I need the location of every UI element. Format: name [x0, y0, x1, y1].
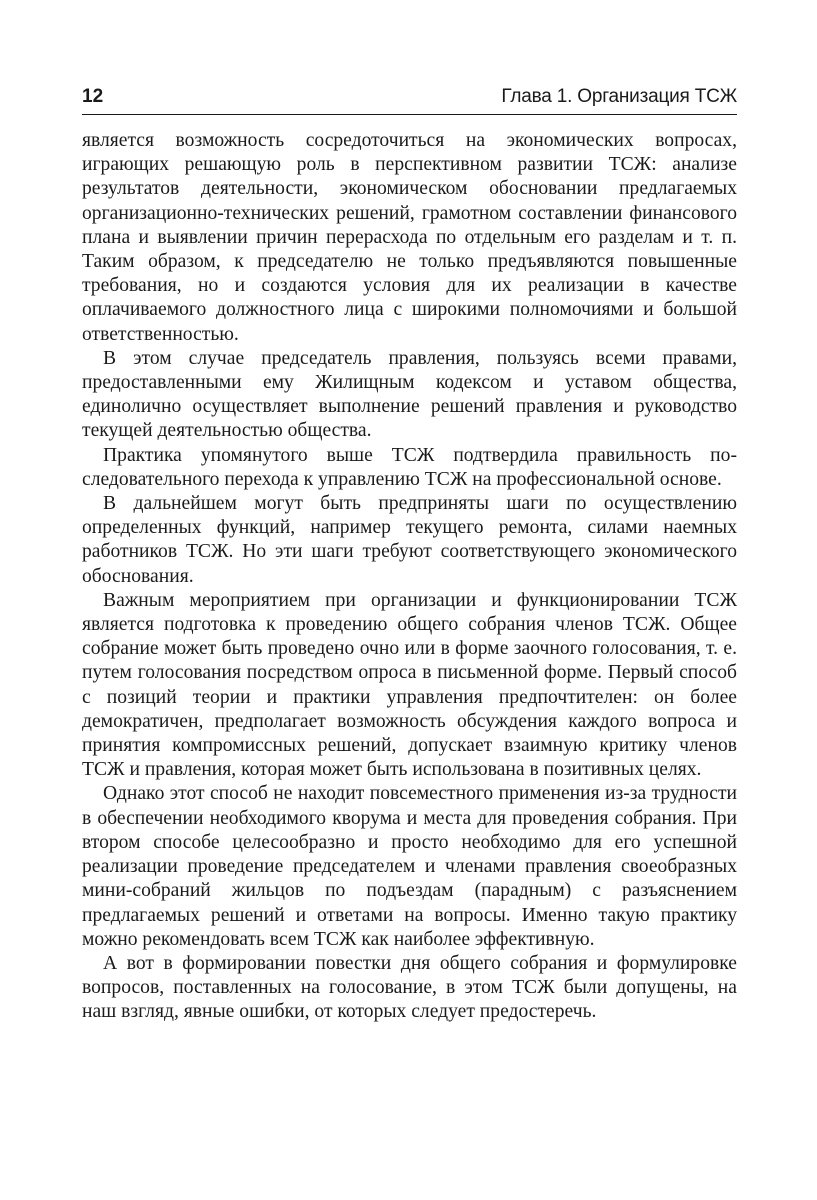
running-header: [82, 84, 737, 115]
page-number: 12: [82, 86, 104, 107]
book-page: [82, 84, 737, 1025]
paragraph-continued: является возможность сосредоточиться на экономических вопросах, играющих решающую роль в перспективном развитии ТСЖ: анализе результатов деятельности, экономическом обосновании предлагаемых организационно-технических решений, грамотном составлении финансового плана и выявлении причин перерасхода по отдельным его разделам и т. п. Таким образом, к председателю не только предъявляются повышенные требования, но и создаются условия для их реализации в качестве оплачиваемого должностного лица с широкими полномочиями и большой ответственностью.: [82, 130, 737, 345]
paragraph: В этом случае председатель правления, пользуясь всеми правами, предоставленными ему Жилищным кодексом и уставом общества, единолично осуществляет выполнение решений правления и руководство текущей деятельностью общества.: [82, 347, 737, 442]
paragraph: Важным мероприятием при организации и функционировании ТСЖ является подготовка к проведению общего собрания членов ТСЖ. Общее собрание может быть проведено очно или в форме заочного голосования, т. е. путем голосования посредством опроса в письменной форме. Первый способ с позиций теории и практики управления предпочтителен: он более демократичен, предполагает возможность обсуждения каждого вопроса и принятия компромиссных решений, допускает взаимную критику членов ТСЖ и правления, которая может быть использована в позитивных целях.: [82, 589, 737, 781]
paragraph: А вот в формировании повестки дня общего собрания и формулировке вопросов, поставленных на голосование, в этом ТСЖ были допущены, на наш взгляд, явные ошибки, от которых следует предостеречь.: [82, 952, 737, 1023]
paragraph: Практика упомянутого выше ТСЖ подтвердила правильность последовательного перехода к управлению ТСЖ на профессиональной основе.: [82, 444, 737, 490]
paragraph: В дальнейшем могут быть предприняты шаги по осуществлению определенных функций, например текущего ремонта, силами наемных работников ТСЖ. Но эти шаги требуют соответствующего экономического обоснования.: [82, 493, 737, 587]
paragraph: Однако этот способ не находит повсеместного применения из-за трудности в обеспечении необходимого кворума и места для проведения собрания. При втором способе целесообразно и просто необходимо для его успешной реализации проведение председателем и членами правления своеобразных мини-собраний жильцов по подъездам (парадным) с разъяснением предлагаемых решений и ответами на вопросы. Именно такую практику можно рекомендовать всем ТСЖ как наиболее эффективную.: [82, 783, 737, 950]
chapter-title: Глава 1. Организация ТСЖ: [501, 86, 737, 107]
body-text: [82, 129, 737, 1025]
